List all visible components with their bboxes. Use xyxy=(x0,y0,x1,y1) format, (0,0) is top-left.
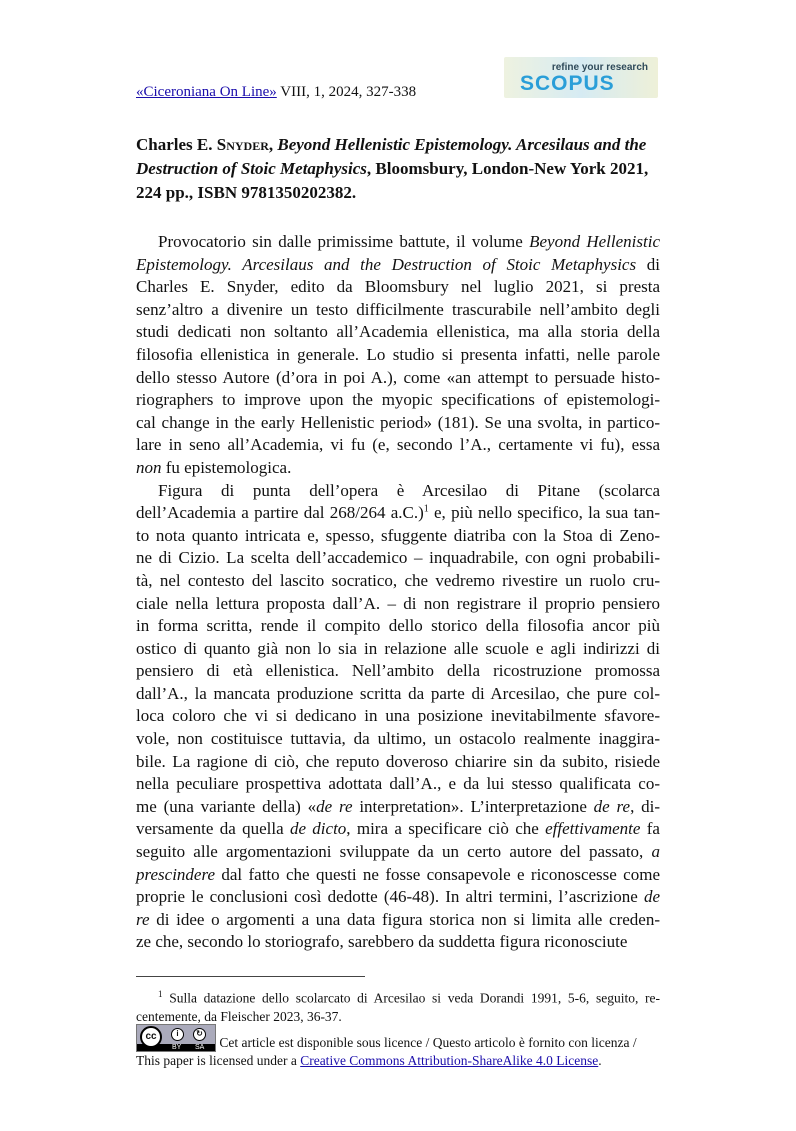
text-line xyxy=(136,886,660,909)
cc-icon: cc xyxy=(140,1026,162,1048)
text-segment: riographers to improve upon the myopic specifications of epistemologi- xyxy=(136,390,660,410)
attribution-icon: i xyxy=(171,1028,184,1041)
cc-by-sa-badge[interactable] xyxy=(136,1024,216,1052)
author-last: Snyder xyxy=(216,135,269,154)
italic-text: de re xyxy=(316,796,353,816)
text-segment: interpretation». L’interpretazione xyxy=(352,796,594,816)
text-line xyxy=(136,434,660,457)
author-first: Charles E. xyxy=(136,135,217,154)
text-line xyxy=(136,480,660,503)
footnote-line-2: centemente, da Fleischer 2023, 36-37. xyxy=(136,1008,342,1024)
text-line xyxy=(136,818,660,841)
license-notice xyxy=(136,1024,660,1070)
text-segment: in forma scritta, rende il compito dello storico della filosofia ancor più xyxy=(136,616,660,636)
footnote-marker: 1 xyxy=(158,989,163,999)
text-segment: bile. La ragione di ciò, che reputo doveroso chiarire sin da subito, risiede xyxy=(136,751,660,771)
italic-text: Epistemology. Arcesilaus and the Destruction of Stoic Metaphysics xyxy=(136,254,637,274)
text-segment: vole, non costituisce tuttavia, da ultimo, un ostacolo realmente inaggira- xyxy=(136,729,660,749)
text-segment: pensiero di età ellenistica. Nell’ambito della ricostruzione promossa xyxy=(136,661,660,681)
publication-info: , Bloomsbury, London-New York 2021, 224 pp., ISBN 9781350202382. xyxy=(136,159,649,202)
text-segment: dall’A., la mancata produzione scritta da parte di Arcesilao, che pure col- xyxy=(136,683,660,703)
text-line xyxy=(136,525,660,548)
text-segment: versamente da quella xyxy=(136,819,290,839)
text-segment: , di- xyxy=(630,796,660,816)
text-line xyxy=(136,367,660,390)
text-line xyxy=(136,412,660,435)
text-segment: senz’altro a divenire un testo difficilmente trascurabile nell’ambito degli xyxy=(136,299,660,319)
text-line xyxy=(136,547,660,570)
text-segment: ciale nella lettura proposta dall’A. – di non registrare il proprio pensiero xyxy=(136,593,660,613)
text-segment: Figura di punta dell’opera è Arcesilao di Pitane (scolarca xyxy=(158,480,660,500)
text-line xyxy=(136,570,660,593)
text-segment: fa xyxy=(640,819,660,839)
text-segment: nella peculiare prospettiva adottata dall’A., e da lui stesso qualificata co- xyxy=(136,774,660,794)
text-segment: loca coloro che vi si dedicano in una posizione inevitabilmente sfavore- xyxy=(136,706,660,726)
text-segment: ne di Cizio. La scelta dell’accademico – inquadrabile, con ogni probabili- xyxy=(136,548,660,568)
share-alike-icon: ↻ xyxy=(193,1028,206,1041)
text-line xyxy=(136,276,660,299)
text-segment: ze che, secondo lo storiografo, sarebbero da suddetta figura riconosciute xyxy=(136,932,628,952)
review-body xyxy=(136,231,660,954)
text-segment: studi dedicati non soltanto all’Academia ellenistica, ma alla storia della xyxy=(136,322,660,342)
italic-text: de re xyxy=(593,796,631,816)
review-heading xyxy=(136,133,660,205)
scopus-tagline: refine your research xyxy=(551,62,648,73)
italic-text: prescindere xyxy=(136,864,215,884)
text-line xyxy=(136,705,660,728)
text-segment: filosofia ellenistica in generale. Lo studio si presenta infatti, nelle parole xyxy=(136,344,660,364)
text-segment: seguito alle argomentazioni sviluppate da un certo autore del passato, xyxy=(136,842,652,862)
italic-text: re xyxy=(136,909,150,929)
text-line xyxy=(136,502,660,525)
scopus-wordmark: SCOPUS xyxy=(520,72,615,95)
license-text: Cet article est disponible sous licence / Questo articolo è fornito con licenza / This paper is licensed under a xyxy=(136,1035,637,1068)
text-segment: tà, nel contesto del lascito socratico, che vedremo rivestire un ruolo cru- xyxy=(136,570,660,590)
text-line xyxy=(136,457,660,480)
footnote-line-1: Sulla datazione dello scolarcato di Arcesilao si veda Dorandi 1991, 5-6, seguito, re- xyxy=(162,990,660,1006)
text-line xyxy=(136,660,660,683)
text-line xyxy=(136,321,660,344)
text-line xyxy=(136,931,660,954)
text-line xyxy=(136,299,660,322)
license-link[interactable]: Creative Commons Attribution-ShareAlike 4.0 License xyxy=(300,1053,599,1068)
text-segment: cal change in the early Hellenistic period» (181). Se una svolta, in partico- xyxy=(136,412,660,432)
text-line xyxy=(136,909,660,932)
separator: , xyxy=(268,135,278,154)
text-line xyxy=(136,841,660,864)
text-segment: di xyxy=(636,254,660,274)
text-line xyxy=(136,751,660,774)
text-line xyxy=(136,796,660,819)
by-label: BY xyxy=(172,1044,182,1051)
text-segment: fu epistemologica. xyxy=(161,457,292,477)
journal-header xyxy=(136,84,416,101)
text-line xyxy=(136,389,660,412)
italic-text: non xyxy=(136,457,162,477)
text-segment: e, più nello specifico, la sua tan- xyxy=(428,503,661,523)
text-line xyxy=(136,615,660,638)
italic-text: a xyxy=(651,842,660,862)
text-segment: to nota quanto intricata e, spesso, sfuggente diatriba con la Stoa di Zeno- xyxy=(136,525,660,545)
text-segment: lare in seno all’Academia, vi fu (e, secondo l’A., certamente vi fu), essa xyxy=(136,435,660,455)
sa-label: SA xyxy=(195,1044,205,1051)
text-segment: di idee o argomenti a una data figura storica non si limita alle creden- xyxy=(149,909,660,929)
italic-text: de xyxy=(643,887,660,907)
journal-citation: VIII, 1, 2024, 327-338 xyxy=(276,84,417,100)
text-line xyxy=(136,864,660,887)
footnote-divider xyxy=(136,976,365,977)
text-segment: , mira a specificare ciò che xyxy=(346,819,546,839)
text-line xyxy=(136,773,660,796)
paragraph xyxy=(136,480,660,954)
text-segment: me (una variante della) « xyxy=(136,796,317,816)
text-line xyxy=(136,344,660,367)
text-line xyxy=(136,638,660,661)
scopus-logo xyxy=(504,57,658,98)
text-segment: dal fatto che questi ne fosse consapevole e riconoscesse come xyxy=(215,864,660,884)
text-segment: Provocatorio sin dalle primissime battute, il volume xyxy=(158,232,530,251)
text-line xyxy=(136,231,660,254)
text-line xyxy=(136,254,660,277)
footnote-ref: 1 xyxy=(423,503,429,515)
text-segment: dell’Academia a partire dal 268/264 a.C.) xyxy=(136,503,424,523)
license-end: . xyxy=(598,1053,602,1068)
footnote xyxy=(136,985,660,1026)
italic-text: Beyond Hellenistic xyxy=(529,232,660,251)
book-title: Beyond Hellenistic Epistemology. Arcesilaus and the Destruction of Stoic Metaphysics xyxy=(136,135,647,178)
text-segment: ostico di quanto già non lo sia in relazione alle scuole e agli indirizzi di xyxy=(136,638,660,658)
text-line xyxy=(136,683,660,706)
text-line xyxy=(136,728,660,751)
text-segment: Charles E. Snyder, edito da Bloomsbury nel luglio 2021, si presta xyxy=(136,277,660,297)
paragraph xyxy=(136,231,660,480)
text-line xyxy=(136,593,660,616)
text-segment: proprie le conclusioni così dedotte (46-48). In altri termini, l’ascrizione xyxy=(136,887,644,907)
italic-text: effettivamente xyxy=(545,819,641,839)
journal-link[interactable]: «Ciceroniana On Line» xyxy=(136,84,277,100)
text-segment: dello stesso Autore (d’ora in poi A.), come «an attempt to persuade histo- xyxy=(136,367,660,387)
italic-text: de dicto xyxy=(289,819,347,839)
